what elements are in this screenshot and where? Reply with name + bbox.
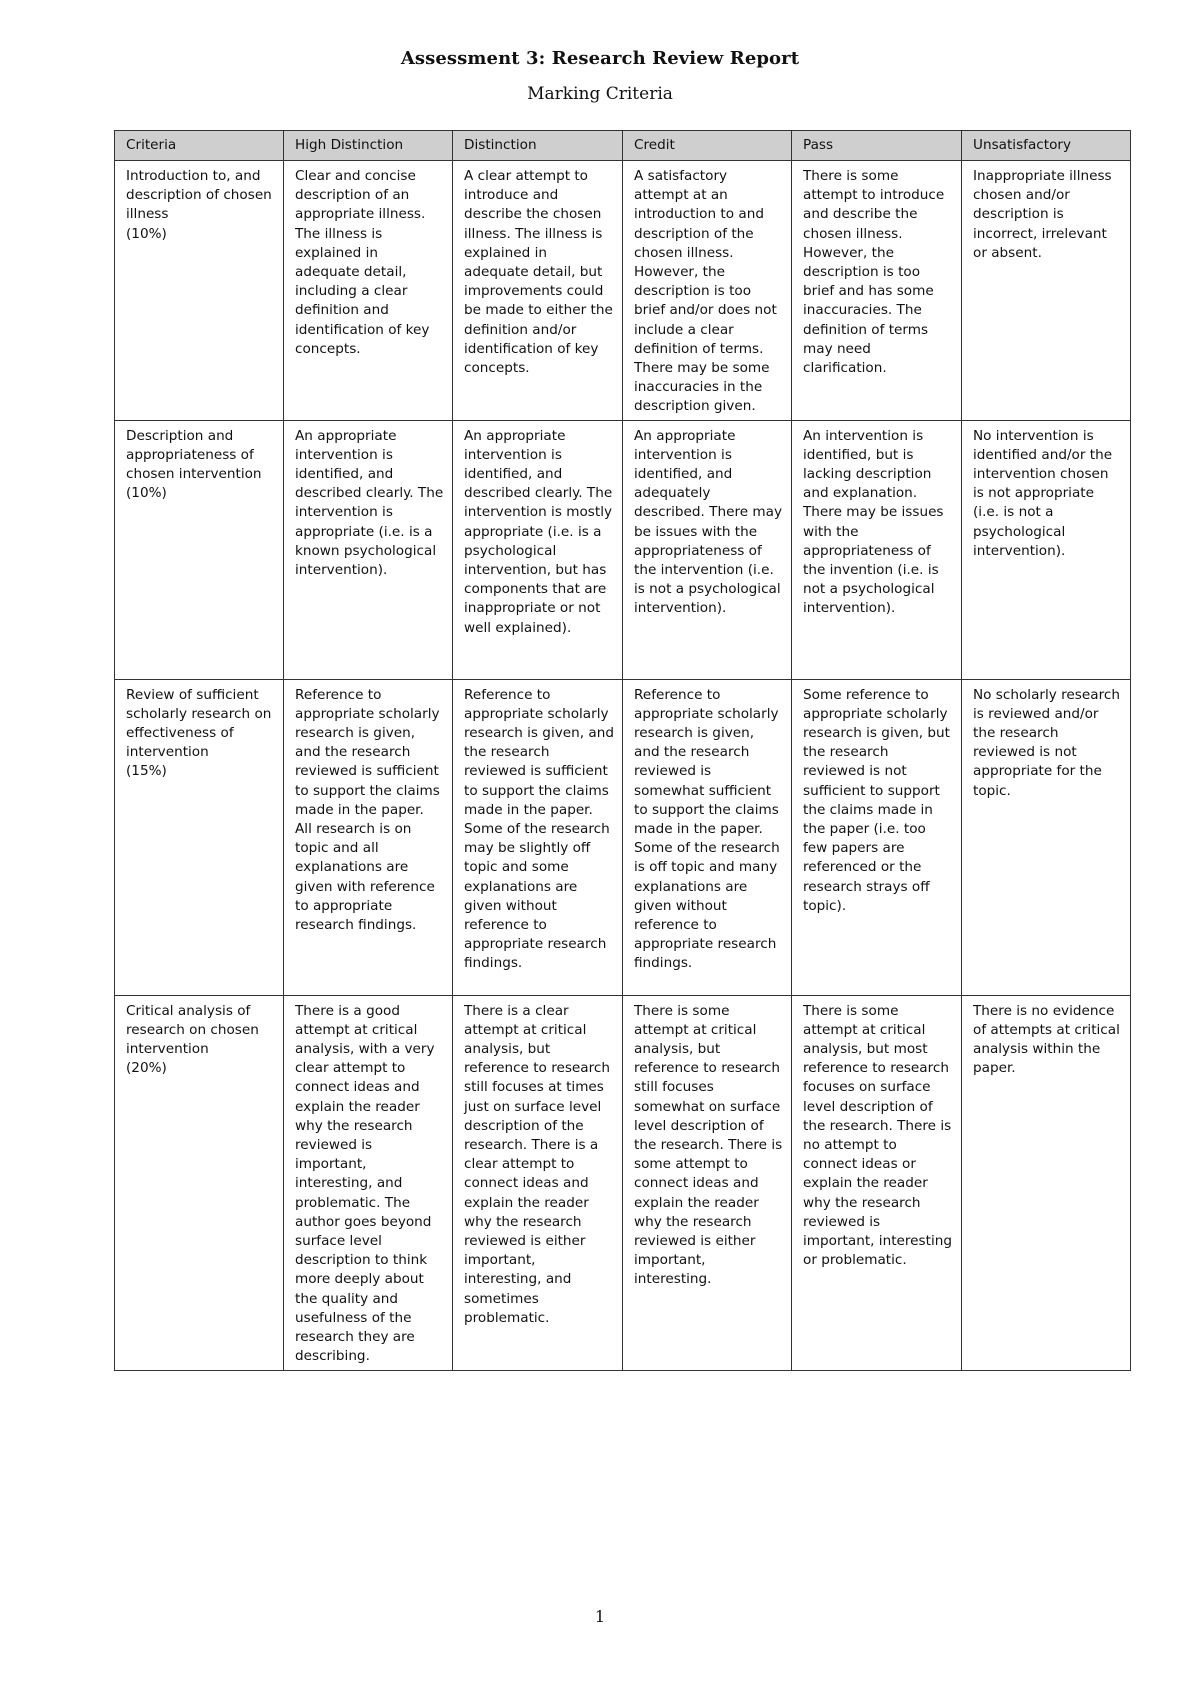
header-distinction: Distinction	[453, 131, 623, 161]
criteria-cell	[115, 995, 284, 1370]
criteria-weight: (15%)	[126, 763, 167, 780]
document-subtitle: Marking Criteria	[527, 84, 673, 104]
criteria-weight: (20%)	[126, 1060, 167, 1077]
header-criteria: Criteria	[115, 131, 284, 161]
marking-criteria-table	[114, 130, 1131, 1371]
high-distinction-cell: Reference to appropriate scholarly research is given, and the research reviewed is sufficient to support the claims made in the paper. All research is on topic and all explanations are given with reference to appropriate research findings.	[284, 679, 453, 995]
document-title: Assessment 3: Research Review Report	[400, 48, 800, 69]
table-body	[115, 161, 1131, 1371]
header-high-distinction: High Distinction	[284, 131, 453, 161]
table-row	[115, 420, 1131, 679]
high-distinction-cell: There is a good attempt at critical analysis, with a very clear attempt to connect ideas and explain the reader why the research reviewed is important, interesting, and problematic. The author goes beyond surface level description to think more deeply about the quality and usefulness of the research they are describing.	[284, 995, 453, 1370]
pass-cell: There is some attempt to introduce and describe the chosen illness. However, the description is too brief and has some inaccuracies. The definition of terms may need clarification.	[792, 161, 962, 421]
criteria-text: Description and appropriateness of chosen intervention	[126, 427, 262, 483]
table-header	[115, 131, 1131, 161]
header-pass: Pass	[792, 131, 962, 161]
unsatisfactory-cell: No scholarly research is reviewed and/or the research reviewed is not appropriate for the topic.	[962, 679, 1131, 995]
pass-cell: There is some attempt at critical analysis, but most reference to research focuses on surface level description of the research. There is no attempt to connect ideas or explain the reader why the research reviewed is important, interesting or problematic.	[792, 995, 962, 1370]
criteria-text: Introduction to, and description of chosen illness	[126, 168, 272, 223]
header-credit: Credit	[623, 131, 792, 161]
criteria-text: Review of sufficient scholarly research on effectiveness of intervention	[126, 686, 272, 761]
pass-cell: Some reference to appropriate scholarly research is given, but the research reviewed is not sufficient to support the claims made in the paper (i.e. too few papers are referenced or the research strays off topic).	[792, 679, 962, 995]
pass-cell: An intervention is identified, but is lacking description and explanation. There may be issues with the appropriateness of the invention (i.e. is not a psychological intervention).	[792, 420, 962, 679]
page-number: 1	[594, 1607, 606, 1626]
distinction-cell: There is a clear attempt at critical analysis, but reference to research still focuses at times just on surface level description of the research. There is a clear attempt to connect ideas and explain the reader why the research reviewed is either important, interesting, and sometimes problematic.	[453, 995, 623, 1370]
criteria-text: Critical analysis of research on chosen intervention	[126, 1002, 259, 1058]
header-row	[115, 131, 1131, 161]
criteria-cell	[115, 161, 284, 421]
distinction-cell: An appropriate intervention is identified, and described clearly. The intervention is mostly appropriate (i.e. is a psychological intervention, but has components that are inappropriate or not well explained).	[453, 420, 623, 679]
table-row	[115, 679, 1131, 995]
unsatisfactory-cell: Inappropriate illness chosen and/or description is incorrect, irrelevant or absent.	[962, 161, 1131, 421]
credit-cell: An appropriate intervention is identified, and adequately described. There may be issues with the appropriateness of the intervention (i.e. is not a psychological intervention).	[623, 420, 792, 679]
unsatisfactory-cell: There is no evidence of attempts at critical analysis within the paper.	[962, 995, 1131, 1370]
criteria-weight: (10%)	[126, 485, 167, 502]
high-distinction-cell: An appropriate intervention is identified, and described clearly. The intervention is appropriate (i.e. is a known psychological intervention).	[284, 420, 453, 679]
credit-cell: There is some attempt at critical analysis, but reference to research still focuses somewhat on surface level description of the research. There is some attempt to connect ideas and explain the reader why the research reviewed is either important, interesting.	[623, 995, 792, 1370]
criteria-weight: (10%)	[126, 225, 167, 242]
unsatisfactory-cell: No intervention is identified and/or the intervention chosen is not appropriate (i.e. is not a psychological intervention).	[962, 420, 1131, 679]
credit-cell: Reference to appropriate scholarly research is given, and the research reviewed is somewhat sufficient to support the claims made in the paper. Some of the research is off topic and many explanations are given without reference to appropriate research findings.	[623, 679, 792, 995]
distinction-cell: A clear attempt to introduce and describe the chosen illness. The illness is explained in adequate detail, but improvements could be made to either the definition and/or identification of key concepts.	[453, 161, 623, 421]
credit-cell: A satisfactory attempt at an introduction to and description of the chosen illness. However, the description is too brief and/or does not include a clear definition of terms. There may be some inaccuracies in the description given.	[623, 161, 792, 421]
distinction-cell: Reference to appropriate scholarly research is given, and the research reviewed is sufficient to support the claims made in the paper. Some of the research may be slightly off topic and some explanations are given without reference to appropriate research findings.	[453, 679, 623, 995]
header-unsatisfactory: Unsatisfactory	[962, 131, 1131, 161]
high-distinction-cell: Clear and concise description of an appropriate illness. The illness is explained in adequate detail, including a clear definition and identification of key concepts.	[284, 161, 453, 421]
criteria-cell	[115, 679, 284, 995]
table-row	[115, 161, 1131, 421]
table-row	[115, 995, 1131, 1370]
criteria-cell	[115, 420, 284, 679]
